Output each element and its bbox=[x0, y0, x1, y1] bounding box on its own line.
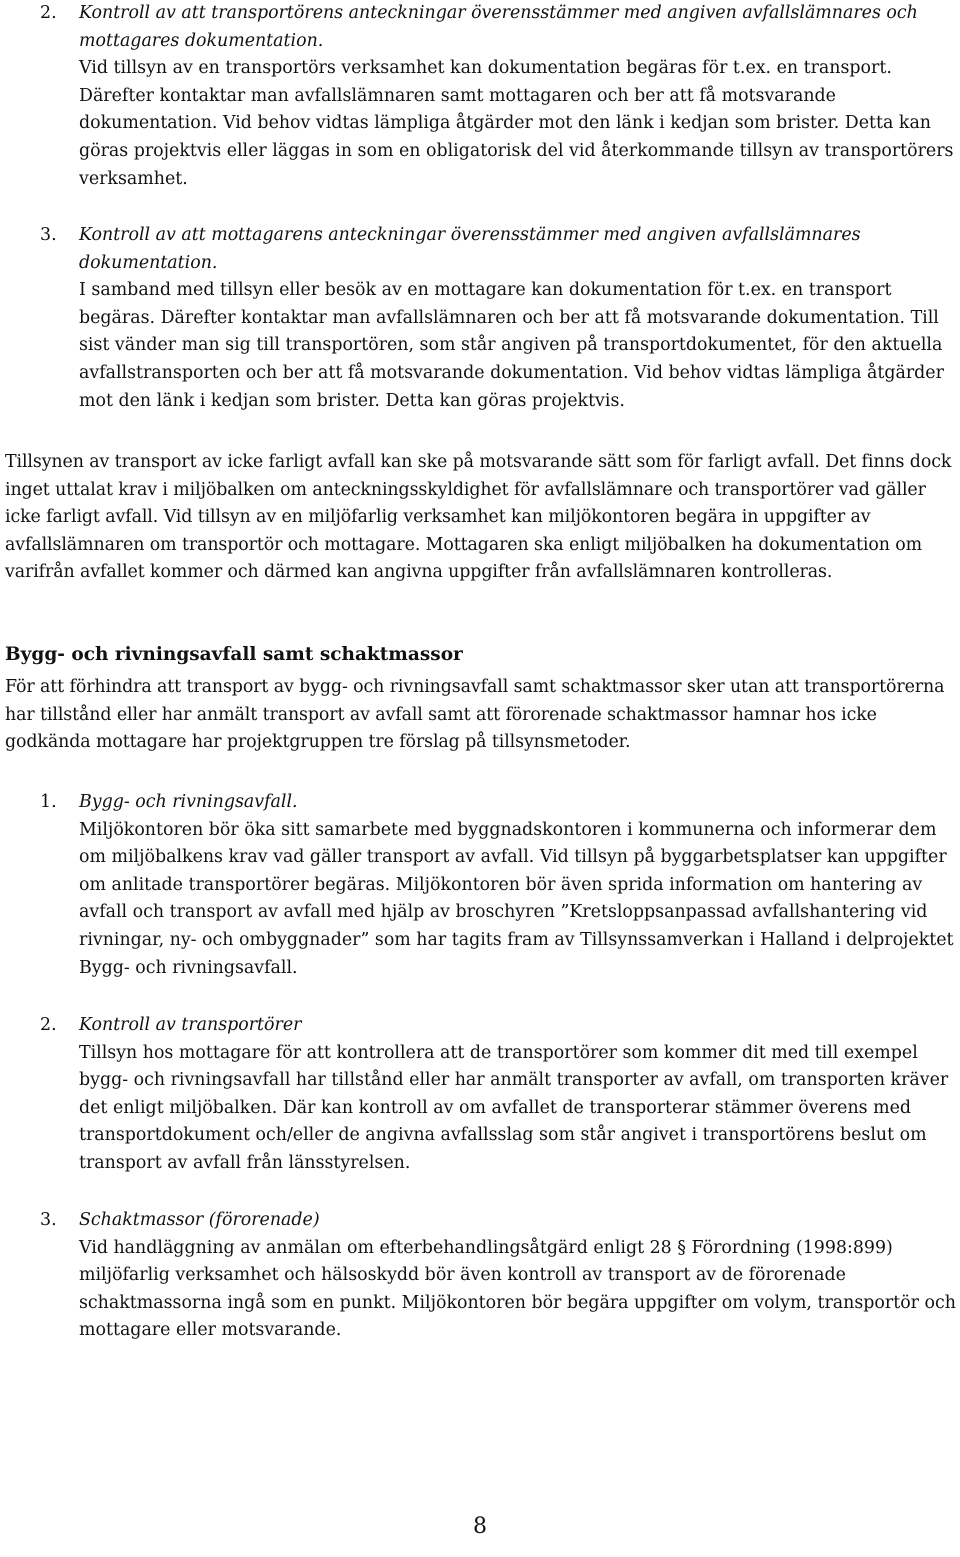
page-number: 8 bbox=[473, 1514, 487, 1539]
list-item-body: Miljökontoren bör öka sitt samarbete med byggnadskontoren i kommunerna och informerar dem om miljöbalkens krav vad gäller transport av avfall. Vid tillsyn på byggarbetsplatser kan uppgifter om anlitade transportörer begäras. Miljökontoren bör även sprida information om hantering av avfall och transport av avfall med hjälp av broschyren ”Kretsloppsanpassad avfallshantering vid rivningar, ny- och ombyggnader” som har tagits fram av Tillsynssamverkan i Halland i delprojektet Bygg- och rivningsavfall. bbox=[79, 819, 954, 978]
list-item-title: Schaktmassor (förorenade) bbox=[79, 1210, 320, 1230]
list-item-contaminated-soil bbox=[79, 1207, 959, 1345]
list-number: 3. bbox=[40, 1210, 57, 1230]
list-item-body: Tillsyn hos mottagare för att kontrollera att de transportörer som kommer dit med till exempel bygg- och rivningsavfall har tillstånd eller har anmält transporter av avfall, om transporten kräver det enligt miljöbalken. Där kan kontroll av om avfallet de transporterar stämmer överens med transportdokument och/eller de angivna avfallsslag som står angivet i transportörens beslut om transport av avfall från länsstyrelsen. bbox=[79, 1042, 949, 1173]
list-item-title: Kontroll av att transportörens anteckningar överensstämmer med angiven avfallslämnares och mottagares dokumentation. bbox=[79, 3, 918, 51]
section-intro: För att förhindra att transport av bygg- och rivningsavfall samt schaktmassor sker utan att transportörerna har tillstånd eller har anmält transport av avfall samt att förorenade schaktmassor hamnar hos icke godkända mottagare har projektgruppen tre förslag på tillsynsmetoder. bbox=[5, 677, 945, 753]
list-item-transporter-control bbox=[79, 1012, 959, 1178]
list-item-title: Kontroll av transportörer bbox=[79, 1015, 302, 1035]
paragraph-nonhazardous-waste: Tillsynen av transport av icke farligt avfall kan ske på motsvarande sätt som för farligt avfall. Det finns dock inget uttalat krav i miljöbalken om anteckningsskyldighet för avfallslämnare och transportörer vad gäller icke farligt avfall. Vid tillsyn av en miljöfarlig verksamhet kan miljökontoren begära in uppgifter av avfallslämnaren om transportör och mottagare. Mottagaren ska enligt miljöbalken ha dokumentation om varifrån avfallet kommer och därmed kan angivna uppgifter från avfallslämnaren kontrolleras. bbox=[5, 452, 952, 583]
list-item-title: Kontroll av att mottagarens anteckningar överensstämmer med angiven avfallslämnares dokumentation. bbox=[79, 225, 861, 273]
section-heading: Bygg- och rivningsavfall samt schaktmassor bbox=[5, 644, 463, 665]
list-item-transporter-check bbox=[79, 0, 959, 193]
list-item-body: Vid handläggning av anmälan om efterbehandlingsåtgärd enligt 28 § Förordning (1998:899) miljöfarlig verksamhet och hälsoskydd bör även kontroll av transport av de förorenade schaktmassorna ingå som en punkt. Miljökontoren bör begära uppgifter om volym, transportör och mottagare eller motsvarande. bbox=[79, 1237, 956, 1341]
list-number: 1. bbox=[40, 792, 57, 812]
list-item-construction-waste bbox=[79, 789, 959, 982]
list-item-body: Vid tillsyn av en transportörs verksamhet kan dokumentation begäras för t.ex. en transport. Därefter kontaktar man avfallslämnaren samt mottagaren och ber att få motsvarande dokumentation. Vid behov vidtas lämpliga åtgärder mot den länk i kedjan som brister. Detta kan göras projektvis eller läggas in som en obligatorisk del vid återkommande tillsyn av transportörers verksamhet. bbox=[79, 58, 954, 189]
list-number: 2. bbox=[40, 3, 57, 23]
list-number: 2. bbox=[40, 1015, 57, 1035]
list-number: 3. bbox=[40, 225, 57, 245]
list-item-body: I samband med tillsyn eller besök av en mottagare kan dokumentation för t.ex. en transport begäras. Därefter kontaktar man avfallslämnaren och ber att få motsvarande dokumentation. Till sist vänder man sig till transportören, som står angiven på transportdokumentet, för den aktuella avfallstransporten och ber att få motsvarande dokumentation. Vid behov vidtas lämpliga åtgärder mot den länk i kedjan som brister. Detta kan göras projektvis. bbox=[79, 280, 944, 411]
list-item-receiver-check bbox=[79, 222, 959, 415]
list-item-title: Bygg- och rivningsavfall. bbox=[79, 792, 298, 812]
